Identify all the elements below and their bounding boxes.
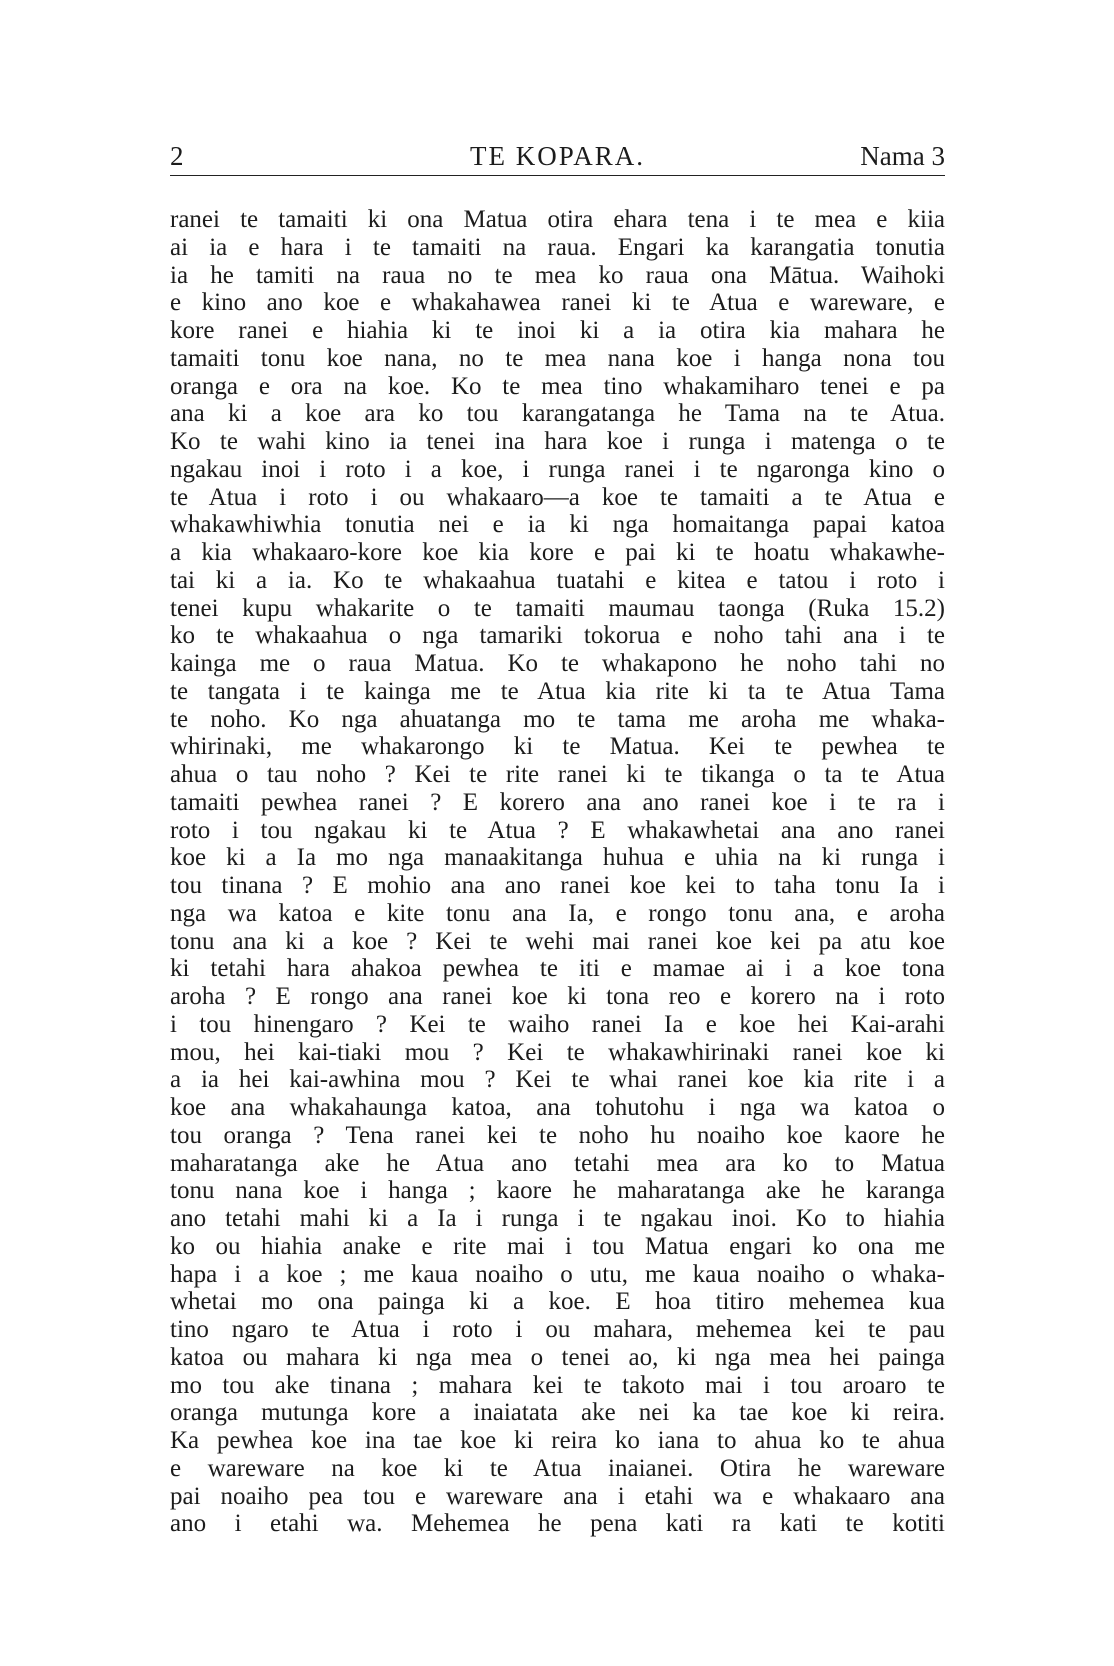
text-line: whetai mo ona painga ki a koe. E hoa titiro mehemea kua: [170, 1288, 945, 1316]
text-line: te Atua i roto i ou whakaaro—a koe te tamaiti a te Atua e: [170, 483, 945, 511]
text-line: ngakau inoi i roto i a koe, i runga ranei i te ngaronga kino o: [170, 455, 945, 483]
text-line: ano tetahi mahi ki a Ia i runga i te ngakau inoi. Ko to hiahia: [170, 1205, 945, 1232]
text-line: hapa i a koe ; me kaua noaiho o utu, me kaua noaiho o whaka-: [170, 1260, 945, 1288]
text-line: e wareware na koe ki te Atua inaianei. Otira he wareware: [170, 1454, 945, 1482]
issue-number: Nama 3: [860, 141, 945, 171]
text-line: tou oranga ? Tena ranei kei te noho hu noaiho koe kaore he: [170, 1121, 945, 1149]
text-line: tai ki a ia. Ko te whakaahua tuatahi e kitea e tatou i roto i: [170, 566, 945, 594]
text-line: oranga mutunga kore a inaiatata ake nei ka tae koe ki reira.: [170, 1399, 945, 1427]
text-line: ki tetahi hara ahakoa pewhea te iti e mamae ai i a koe tona: [170, 955, 945, 983]
text-line: tamaiti tonu koe nana, no te mea nana koe i hanga nona tou: [170, 344, 945, 372]
text-line: roto i tou ngakau ki te Atua ? E whakawhetai ana ano ranei: [170, 816, 945, 844]
text-line: Ko te wahi kino ia tenei ina hara koe i runga i matenga o te: [170, 428, 945, 455]
journal-title: TE KOPARA.: [469, 141, 646, 171]
text-line: ano i etahi wa. Mehemea he pena kati ra kati te kotiti: [170, 1510, 945, 1538]
text-line: whakawhiwhia tonutia nei e ia ki nga homaitanga papai katoa: [170, 511, 945, 539]
text-line: ai ia e hara i te tamaiti na raua. Engari ka karangatia tonutia: [170, 233, 945, 261]
text-line: tonu nana koe i hanga ; kaore he maharatanga ake he karanga: [170, 1177, 945, 1205]
text-line: Ka pewhea koe ina tae koe ki reira ko iana to ahua ko te ahua: [170, 1427, 945, 1454]
text-line: tenei kupu whakarite o te tamaiti maumau taonga (Ruka 15.2): [170, 594, 945, 622]
text-line: ia he tamiti na raua no te mea ko raua ona Mātua. Waihoki: [170, 261, 945, 289]
text-line: ko ou hiahia anake e rite mai i tou Matua engari ko ona me: [170, 1232, 945, 1260]
text-line: i tou hinengaro ? Kei te waiho ranei Ia e koe hei Kai-arahi: [170, 1010, 945, 1038]
text-line: kainga me o raua Matua. Ko te whakapono he noho tahi no: [170, 650, 945, 677]
text-line: ana ki a koe ara ko tou karangatanga he Tama na te Atua.: [170, 400, 945, 428]
text-line: koe ana whakahaunga katoa, ana tohutohu i nga wa katoa o: [170, 1094, 945, 1121]
text-line: te noho. Ko nga ahuatanga mo te tama me aroha me whaka-: [170, 705, 945, 733]
text-line: nga wa katoa e kite tonu ana Ia, e rongo tonu ana, e aroha: [170, 899, 945, 927]
text-line: aroha ? E rongo ana ranei koe ki tona reo e korero na i roto: [170, 983, 945, 1010]
text-line: tonu ana ki a koe ? Kei te wehi mai ranei koe kei pa atu koe: [170, 927, 945, 955]
text-line: mou, hei kai-tiaki mou ? Kei te whakawhirinaki ranei koe ki: [170, 1038, 945, 1066]
body-text: [170, 206, 945, 1538]
text-line: te tangata i te kainga me te Atua kia rite ki ta te Atua Tama: [170, 677, 945, 705]
running-head: [170, 136, 945, 176]
text-line: tamaiti pewhea ranei ? E korero ana ano ranei koe i te ra i: [170, 788, 945, 816]
text-line: e kino ano koe e whakahawea ranei ki te Atua e wareware, e: [170, 289, 945, 317]
text-line: tino ngaro te Atua i roto i ou mahara, mehemea kei te pau: [170, 1316, 945, 1343]
text-line: ko te whakaahua o nga tamariki tokorua e noho tahi ana i te: [170, 622, 945, 650]
text-line: ahua o tau noho ? Kei te rite ranei ki te tikanga o ta te Atua: [170, 761, 945, 788]
text-line: a kia whakaaro-kore koe kia kore e pai ki te hoatu whakawhe-: [170, 539, 945, 566]
text-line: whirinaki, me whakarongo ki te Matua. Kei te pewhea te: [170, 733, 945, 761]
text-line: oranga e ora na koe. Ko te mea tino whakamiharo tenei e pa: [170, 372, 945, 400]
text-line: a ia hei kai-awhina mou ? Kei te whai ranei koe kia rite i a: [170, 1066, 945, 1094]
text-line: koe ki a Ia mo nga manaakitanga huhua e uhia na ki runga i: [170, 844, 945, 872]
text-line: pai noaiho pea tou e wareware ana i etahi wa e whakaaro ana: [170, 1482, 945, 1510]
page-number: 2: [170, 141, 184, 171]
text-line: mo tou ake tinana ; mahara kei te takoto mai i tou aroaro te: [170, 1371, 945, 1399]
text-line: tou tinana ? E mohio ana ano ranei koe kei to taha tonu Ia i: [170, 872, 945, 899]
text-line: kore ranei e hiahia ki te inoi ki a ia otira kia mahara he: [170, 317, 945, 344]
text-line: maharatanga ake he Atua ano tetahi mea ara ko to Matua: [170, 1149, 945, 1177]
text-line: ranei te tamaiti ki ona Matua otira ehara tena i te mea e kiia: [170, 206, 945, 233]
text-line: katoa ou mahara ki nga mea o tenei ao, ki nga mea hei painga: [170, 1343, 945, 1371]
header-rule: [170, 175, 945, 176]
